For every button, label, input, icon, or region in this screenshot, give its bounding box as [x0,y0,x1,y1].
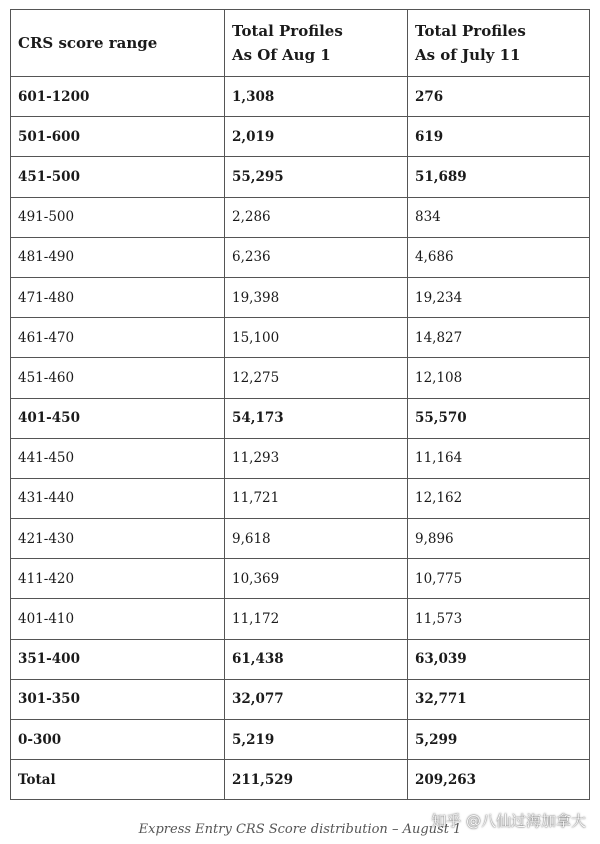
cell-crs-range: 411-420 [11,559,225,599]
table-row [11,519,590,559]
cell-aug1-count: 1,308 [225,77,408,117]
header-crs-range-label: CRS score range [18,34,158,52]
cell-jul11-count: 12,162 [408,478,590,518]
table-header-row [11,10,590,77]
cell-aug1-count: 10,369 [225,559,408,599]
cell-crs-range: 401-450 [11,398,225,438]
table-row [11,358,590,398]
watermark: 知乎 @八仙过海加拿大 [431,812,586,830]
cell-jul11-count: 10,775 [408,559,590,599]
header-aug1-line1: Total Profiles [232,22,343,40]
header-aug1 [225,10,408,77]
cell-jul11-count: 12,108 [408,358,590,398]
cell-aug1-count: 54,173 [225,398,408,438]
table-row [11,77,590,117]
cell-aug1-count: 55,295 [225,157,408,197]
cell-crs-range: 461-470 [11,318,225,358]
cell-aug1-count: 211,529 [225,760,408,800]
cell-aug1-count: 9,618 [225,519,408,559]
table-row [11,237,590,277]
table-row [11,117,590,157]
cell-crs-range: 431-440 [11,478,225,518]
cell-aug1-count: 32,077 [225,679,408,719]
cell-jul11-count: 9,896 [408,519,590,559]
cell-crs-range: 491-500 [11,197,225,237]
cell-jul11-count: 5,299 [408,720,590,760]
cell-crs-range: 451-460 [11,358,225,398]
crs-distribution-table [10,9,590,800]
table-caption: Express Entry CRS Score distribution – August 1 [138,822,462,837]
table-row [11,197,590,237]
header-crs-range [11,10,225,77]
cell-crs-range: 481-490 [11,237,225,277]
cell-jul11-count: 19,234 [408,277,590,317]
table-row [11,639,590,679]
cell-crs-range: 441-450 [11,438,225,478]
header-jul11-line2: As of July 11 [415,46,521,64]
table-row [11,679,590,719]
cell-aug1-count: 11,721 [225,478,408,518]
cell-crs-range: 601-1200 [11,77,225,117]
cell-jul11-count: 4,686 [408,237,590,277]
cell-aug1-count: 5,219 [225,720,408,760]
cell-jul11-count: 276 [408,77,590,117]
header-jul11-line1: Total Profiles [415,22,526,40]
cell-jul11-count: 55,570 [408,398,590,438]
table-row [11,478,590,518]
cell-crs-range: 301-350 [11,679,225,719]
cell-aug1-count: 61,438 [225,639,408,679]
cell-aug1-count: 11,293 [225,438,408,478]
header-aug1-line2: As Of Aug 1 [232,46,331,64]
table-row [11,720,590,760]
cell-jul11-count: 51,689 [408,157,590,197]
cell-crs-range: 401-410 [11,599,225,639]
cell-crs-range: 451-500 [11,157,225,197]
cell-jul11-count: 32,771 [408,679,590,719]
table-row [11,438,590,478]
table-row [11,559,590,599]
table-row [11,157,590,197]
cell-jul11-count: 619 [408,117,590,157]
cell-jul11-count: 11,164 [408,438,590,478]
cell-aug1-count: 6,236 [225,237,408,277]
table-row [11,277,590,317]
cell-jul11-count: 209,263 [408,760,590,800]
cell-jul11-count: 63,039 [408,639,590,679]
cell-aug1-count: 15,100 [225,318,408,358]
cell-aug1-count: 12,275 [225,358,408,398]
cell-jul11-count: 14,827 [408,318,590,358]
table-row [11,318,590,358]
table-row [11,760,590,800]
cell-crs-range: 0-300 [11,720,225,760]
cell-jul11-count: 11,573 [408,599,590,639]
cell-aug1-count: 2,286 [225,197,408,237]
cell-crs-range: 351-400 [11,639,225,679]
table-row [11,398,590,438]
cell-aug1-count: 11,172 [225,599,408,639]
table-body [11,77,590,800]
header-jul11 [408,10,590,77]
cell-crs-range: Total [11,760,225,800]
cell-crs-range: 421-430 [11,519,225,559]
cell-crs-range: 471-480 [11,277,225,317]
cell-jul11-count: 834 [408,197,590,237]
cell-crs-range: 501-600 [11,117,225,157]
table-row [11,599,590,639]
cell-aug1-count: 19,398 [225,277,408,317]
cell-aug1-count: 2,019 [225,117,408,157]
